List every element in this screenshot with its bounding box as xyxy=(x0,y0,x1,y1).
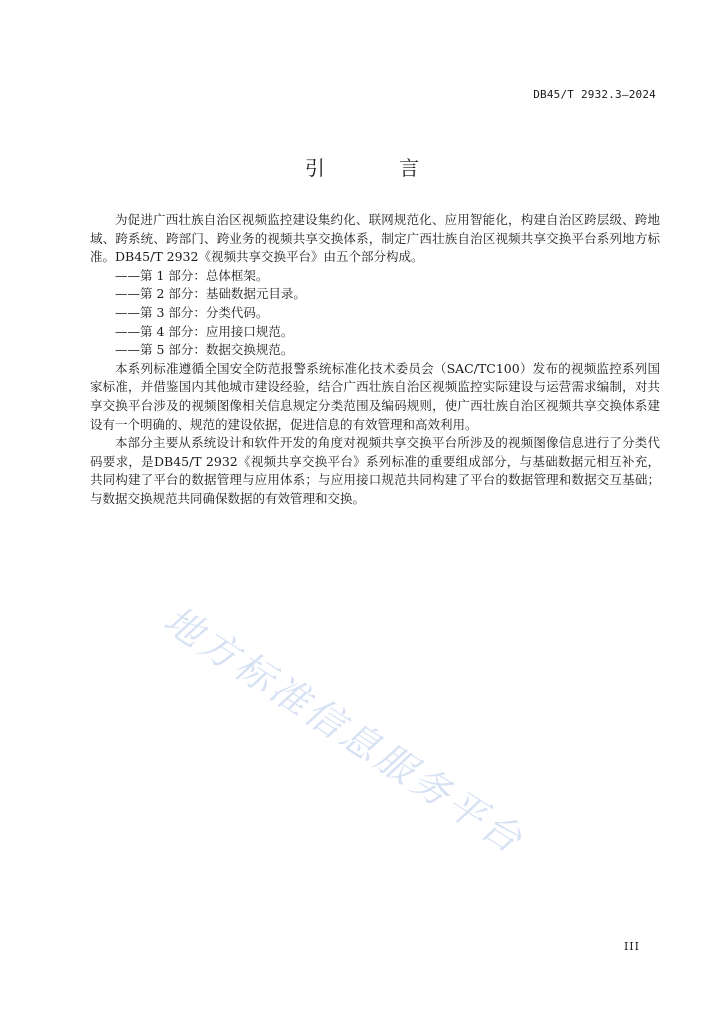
page-number: III xyxy=(623,940,640,953)
standard-code: DB45/T 2932.3—2024 xyxy=(533,88,656,101)
scope-paragraph: 本部分主要从系统设计和软件开发的角度对视频共享交换平台所涉及的视频图像信息进行了分类代码要求，是DB45/T 2932《视频共享交换平台》系列标准的重要组成部分，与基础数据元相互补充，共同构建了平台的数据管理与应用体系；与应用接口规范共同构建了平台的数据管理和数据交互基础；与数据交换规范共同确保数据的有效管理和交换。 xyxy=(90,435,660,506)
list-item-part-2: ——第 2 部分：基础数据元目录。 xyxy=(115,286,306,302)
page-title: 引 言 xyxy=(304,156,454,180)
list-item-part-5: ——第 5 部分：数据交换规范。 xyxy=(115,342,294,358)
watermark: 地方标准信息服务平台 xyxy=(156,597,533,864)
list-item-part-4: ——第 4 部分：应用接口规范。 xyxy=(115,323,294,339)
series-paragraph: 本系列标准遵循全国安全防范报警系统标准化技术委员会（SAC/TC100）发布的视频监控系列国家标准，并借鉴国内其他城市建设经验，结合广西壮族自治区视频监控实际建设与运营需求编制，对共享交换平台涉及的视频图像相关信息规定分类范围及编码规则，使广西壮族自治区视频共享交换体系建设有一个明确的、规范的建设依据，促进信息的有效管理和高效利用。 xyxy=(90,360,660,432)
intro-paragraph: 为促进广西壮族自治区视频监控建设集约化、联网规范化、应用智能化，构建自治区跨层级、跨地域、跨系统、跨部门、跨业务的视频共享交换体系，制定广西壮族自治区视频共享交换平台系列地方标准。DB45/T 2932《视频共享交换平台》由五个部分构成。 xyxy=(90,212,660,265)
document-body xyxy=(90,211,660,509)
list-item-part-1: ——第 1 部分：总体框架。 xyxy=(115,267,269,283)
list-item-part-3: ——第 3 部分：分类代码。 xyxy=(115,304,269,320)
